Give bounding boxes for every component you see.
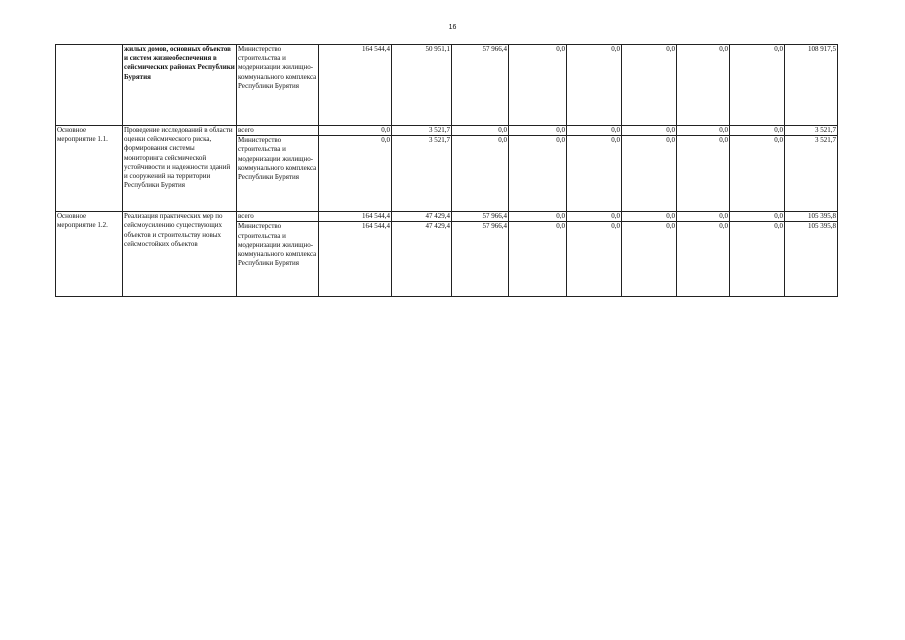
executor-cell: всего (237, 126, 319, 136)
value-cell: 0,0 (567, 126, 622, 136)
table-row (56, 45, 838, 126)
value-cell: 0,0 (509, 136, 567, 212)
value-cell: 3 521,7 (392, 136, 452, 212)
page-number: 16 (448, 24, 457, 31)
value-cell: 57 966,4 (452, 212, 509, 222)
value-cell: 0,0 (622, 222, 677, 297)
value-cell: 0,0 (677, 212, 730, 222)
value-cell: 0,0 (730, 212, 785, 222)
value-cell: 0,0 (509, 222, 567, 297)
value-cell: 57 966,4 (452, 222, 509, 297)
measure-cell: Основное мероприятие 1.1. (56, 126, 123, 212)
total-cell: 105 395,8 (785, 212, 838, 222)
total-cell: 105 395,8 (785, 222, 838, 297)
total-cell: 3 521,7 (785, 126, 838, 136)
value-cell: 0,0 (622, 45, 677, 126)
total-cell: 108 917,5 (785, 45, 838, 126)
value-cell: 164 544,4 (319, 212, 392, 222)
value-cell: 0,0 (730, 222, 785, 297)
table-row (56, 126, 838, 136)
value-cell: 47 429,4 (392, 212, 452, 222)
value-cell: 0,0 (677, 136, 730, 212)
value-cell: 0,0 (730, 45, 785, 126)
value-cell: 0,0 (319, 136, 392, 212)
value-cell: 0,0 (622, 212, 677, 222)
value-cell: 0,0 (567, 222, 622, 297)
table-row (56, 212, 838, 222)
measure-cell (56, 45, 123, 126)
value-cell: 164 544,4 (319, 222, 392, 297)
value-cell: 0,0 (677, 126, 730, 136)
value-cell: 0,0 (452, 126, 509, 136)
value-cell: 164 544,4 (319, 45, 392, 126)
value-cell: 0,0 (567, 136, 622, 212)
value-cell: 0,0 (509, 212, 567, 222)
value-cell: 0,0 (567, 212, 622, 222)
value-cell: 0,0 (509, 126, 567, 136)
budget-table (55, 44, 838, 297)
value-cell: 0,0 (319, 126, 392, 136)
value-cell: 0,0 (567, 45, 622, 126)
executor-cell: Министерство строительства и модернизации жилищно-коммунального комплекса Республики Бурятия (237, 222, 319, 297)
executor-cell: Министерство строительства и модернизации жилищно-коммунального комплекса Республики Бурятия (237, 136, 319, 212)
value-cell: 3 521,7 (392, 126, 452, 136)
measure-title-cell: Проведение исследований в области оценки сейсмического риска, формирования системы мониторинга сейсмической устойчивости и надежности зданий и сооружений на территории Республики Бурятия (123, 126, 237, 212)
value-cell: 0,0 (622, 136, 677, 212)
value-cell: 0,0 (509, 45, 567, 126)
value-cell: 0,0 (622, 126, 677, 136)
value-cell: 0,0 (730, 136, 785, 212)
measure-title-cell: Реализация практических мер по сейсмоусилению существующих объектов и строительству новых сейсмостойких объектов (123, 212, 237, 297)
measure-title-cell: жилых домов, основных объектов и систем жизнеобеспечения в сейсмических районах Республики Бурятия (123, 45, 237, 126)
value-cell: 0,0 (452, 136, 509, 212)
executor-cell: всего (237, 212, 319, 222)
measure-cell: Основное мероприятие 1.2. (56, 212, 123, 297)
value-cell: 0,0 (677, 222, 730, 297)
value-cell: 0,0 (730, 126, 785, 136)
value-cell: 0,0 (677, 45, 730, 126)
value-cell: 47 429,4 (392, 222, 452, 297)
total-cell: 3 521,7 (785, 136, 838, 212)
value-cell: 57 966,4 (452, 45, 509, 126)
value-cell: 50 951,1 (392, 45, 452, 126)
executor-cell: Министерство строительства и модернизации жилищно-коммунального комплекса Республики Бурятия (237, 45, 319, 126)
